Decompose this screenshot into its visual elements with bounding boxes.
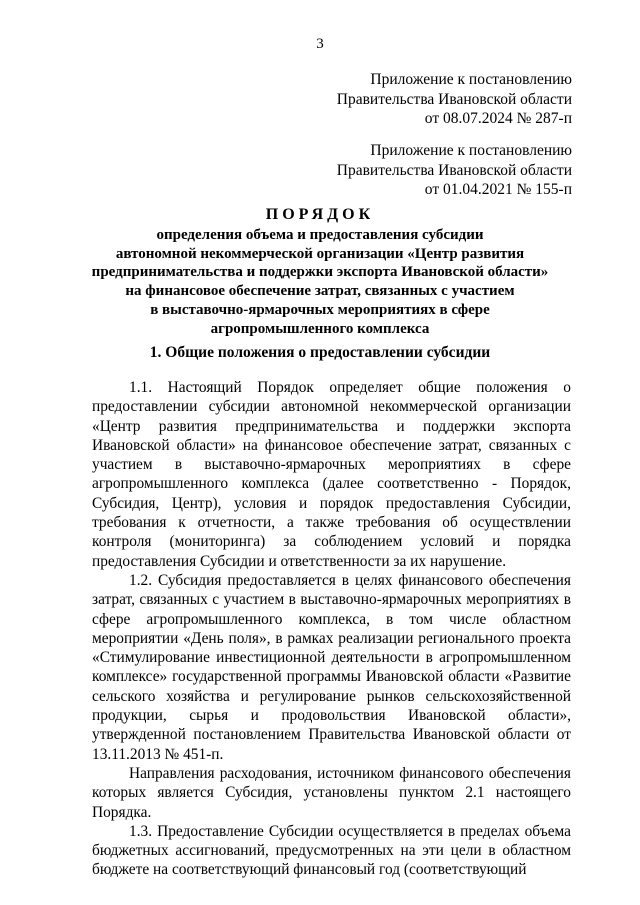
annex-original: [337, 141, 572, 200]
subtitle-line: агропромышленного комплекса: [210, 320, 430, 337]
annex-current-line2: Правительства Ивановской области: [336, 90, 572, 108]
annex-current-line1: Приложение к постановлению: [370, 71, 572, 88]
body-text: [92, 378, 571, 880]
subtitle-line: автономной некоммерческой организации «Центр развития: [115, 245, 525, 262]
paragraph-1-2: 1.2. Субсидия предоставляется в целях финансового обеспечения затрат, связанных с участием в выставочно-ярмарочных мероприятиях в сфере агропромышленного комплекса, в том числе областном мероприятии «День поля», в рамках реализации регионального проекта «Стимулирование инвестиционной деятельности в агропромышленном комплексе» государственной программы Ивановской области «Развитие сельского хозяйства и регулирование рынков сельскохозяйственной продукции, сырья и продовольствия Ивановской области», утвержденной постановлением Правительства Ивановской области от 13.11.2013 № 451-п.: [92, 571, 571, 763]
paragraph-1-1: 1.1. Настоящий Порядок определяет общие положения о предоставлении субсидии автономной некоммерческой организации «Центр развития предпринимательства и поддержки экспорта Ивановской области» на финансовое обеспечение затрат, связанных с участием в выставочно-ярмарочных мероприятиях в сфере агропромышленного комплекса (далее соответственно - Порядок, Субсидия, Центр), условия и порядок предоставления Субсидии, требования к отчетности, а также требования об осуществлении контроля (мониторинга) за соблюдением условий и порядка предоставления Субсидии и ответственности за их нарушение.: [92, 379, 571, 570]
document-title: ПОРЯДОК: [265, 206, 375, 223]
annex-original-line3: от 01.04.2021 № 155-п: [424, 181, 572, 198]
subtitle-line: предпринимательства и поддержки экспорта Ивановской области»: [91, 264, 549, 281]
annex-current: [337, 70, 572, 129]
annex-original-line2: Правительства Ивановской области: [336, 161, 572, 179]
paragraph-expenses: Направления расходования, источником финансового обеспечения которых является Субсидия, установлены пунктом 2.1 настоящего Порядка.: [92, 764, 571, 821]
subtitle-line: в выставочно-ярмарочных мероприятиях в сфере: [150, 301, 490, 318]
section-heading: 1. Общие положения о предоставлении субсидии: [149, 344, 491, 361]
annex-original-line1: Приложение к постановлению: [370, 142, 572, 159]
page-number: 3: [316, 36, 324, 52]
subtitle-line: определения объема и предоставления субсидии: [156, 227, 484, 243]
annex-current-line3: от 08.07.2024 № 287-п: [424, 110, 572, 127]
document-subtitle: [60, 226, 580, 338]
paragraph-1-3: 1.3. Предоставление Субсидии осуществляется в пределах объема бюджетных ассигнований, предусмотренных на эти цели в областном бюджете на соответствующий финансовый год (соответствующий: [92, 822, 571, 879]
subtitle-line: на финансовое обеспечение затрат, связанных с участием: [125, 283, 515, 300]
